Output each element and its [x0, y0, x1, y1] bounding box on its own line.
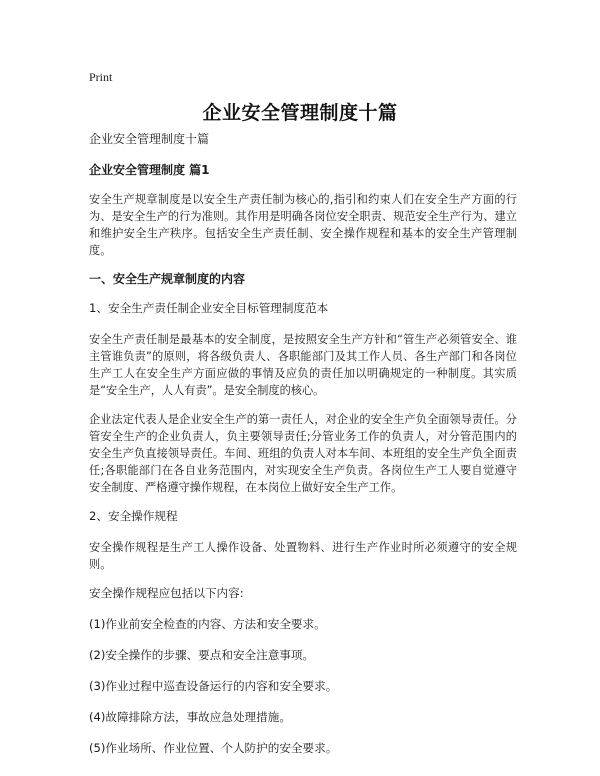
list-item: (1)作业前安全检查的内容、方法和安全要求。 [89, 617, 326, 631]
print-link[interactable]: Print [89, 70, 113, 84]
item1-paragraph-1: 安全生产责任制是最基本的安全制度，是按照安全生产方针和“管生产必须管安全、谁主管谁负责”的原则，将各级负责人、各职能部门及其工作人员、各生产部门和各岗位生产工人在安全生产方面应做的事情及应负的责任加以明确规定的一种制度。其实质是“安全生产，人人有责”。是安全制度的核心。 [89, 333, 517, 397]
item2-title: 2、安全操作规程 [89, 509, 178, 523]
item1-title: 1、安全生产责任制企业安全目标管理制度范本 [89, 301, 329, 315]
list-item: (5)作业场所、作业位置、个人防护的安全要求。 [89, 741, 338, 755]
list-item: (2)安全操作的步骤、要点和安全注意事项。 [89, 648, 315, 662]
item1-paragraph-2: 企业法定代表人是企业安全生产的第一责任人，对企业的安全生产负全面领导责任。分管安全生产的企业负责人，负主要领导责任;分管业务工作的负责人，对分管范围内的安全生产负直接领导责任。车间、班组的负责人对本车间、本班组的安全生产负全面责任;各职能部门在各自业务范围内，对实现安全生产负责。各岗位生产工人要自觉遵守安全制度、严格遵守操作规程，在本岗位上做好安全生产工作。 [89, 413, 517, 494]
list-item: (4)故障排除方法，事故应急处理措施。 [89, 710, 291, 724]
document-body [89, 131, 517, 771]
intro-paragraph: 安全生产规章制度是以安全生产责任制为核心的,指引和约束人们在安全生产方面的行为、是安全生产的行为准则。其作用是明确各岗位安全职责、规范安全生产行为、建立和维护安全生产秩序。包括安全生产责任制、安全操作规程和基本的安全生产管理制度。 [89, 193, 517, 257]
list-item: (3)作业过程中巡查设备运行的内容和安全要求。 [89, 679, 338, 693]
item2-paragraph-1: 安全操作规程是生产工人操作设备、处置物料、进行生产作业时所必须遵守的安全规则。 [89, 541, 517, 571]
item2-paragraph-2: 安全操作规程应包括以下内容: [89, 586, 244, 600]
section-heading: 企业安全管理制度 篇1 [89, 163, 210, 177]
page-title: 企业安全管理制度十篇 [202, 102, 398, 124]
document-subtitle: 企业安全管理制度十篇 [89, 132, 210, 146]
part1-heading: 一、安全生产规章制度的内容 [89, 272, 246, 286]
